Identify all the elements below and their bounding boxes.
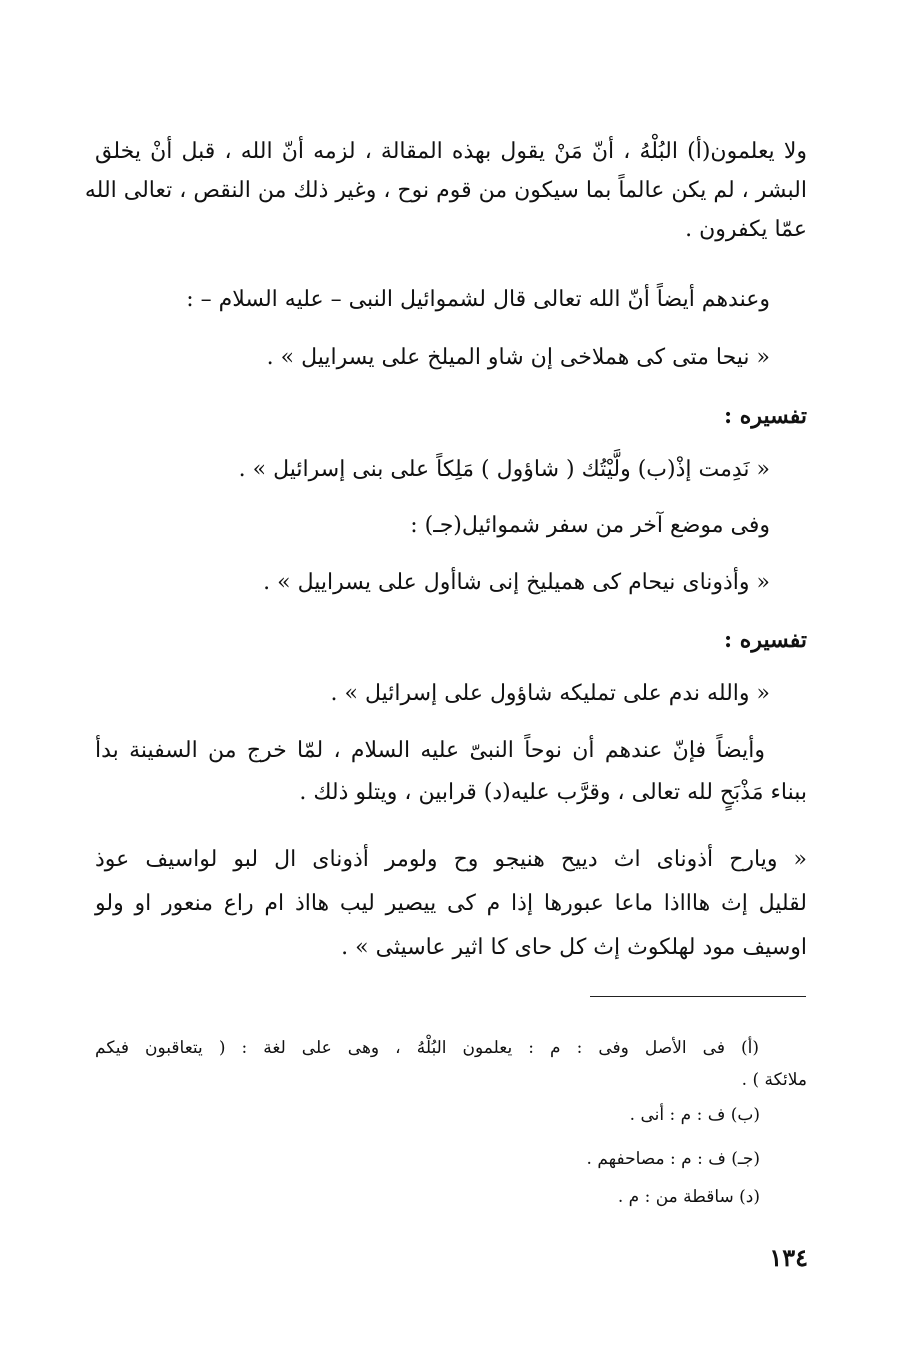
paragraph-3 [300, 508, 770, 544]
paragraph-line: وعندهم أيضاً أنّ الله تعالى قال لشموائيل النبى – عليه السلام – : [186, 287, 770, 312]
paragraph-line: البشر ، لم يكن عالماً بما سيكون من قوم نوح ، وغير ذلك من النقص ، تعالى الله [84, 178, 807, 203]
quote-2 [200, 452, 770, 488]
footnote-a [95, 1032, 807, 1096]
tafsir-heading-1: تفسيره : [724, 403, 807, 429]
paragraph-line: وفى موضع آخر من سفر شموائيل(جـ) : [410, 513, 770, 538]
paragraph-1 [84, 132, 807, 249]
footnote-line: (أ) فى الأصل وفى : م : يعلمون البُلْهُ ، وهى على لغة : ( يتعاقبون فيكم [95, 1038, 759, 1058]
footnote-c [400, 1144, 760, 1174]
quote-line: « نَدِمت إذْ(ب) ولَّيْتُك ( شاؤول ) مَلِكاً على بنى إسرائيل » . [238, 457, 770, 482]
paragraph-line: ولا يعلمون(أ) البُلْهُ ، أنّ مَنْ يقول بهذه المقالة ، لزمه أنّ الله ، قبل أنْ يخلق [95, 139, 807, 164]
quote-line: لقليل إث هاااذا ماعا عبورها إذا م كى ييصير ليب هااذ ام راع منعور او ولو [95, 891, 807, 916]
quote-line: اوسيف مود لهلكوث إث كل حاى كا اثير عاسيثى » . [341, 935, 807, 960]
paragraph-4 [95, 730, 807, 814]
quote-line: « ويارح أذوناى اث دييح هنيجو وح ولومر أذوناى ال لبو لواسيف عوذ [95, 847, 807, 872]
quote-line: « وأذوناى نيحام كى هميليخ إنى شاأول على يسراييل » . [263, 570, 770, 595]
paragraph-line: عمّا يكفرون . [685, 217, 807, 242]
quote-5 [95, 838, 807, 970]
quote-3 [200, 565, 770, 601]
quote-4 [300, 676, 770, 712]
paragraph-line: وأيضاً فإنّ عندهم أن نوحاً النبىّ عليه السلام ، لمّا خرج من السفينة بدأ [95, 738, 765, 763]
paragraph-2 [120, 282, 770, 318]
footnote-line: ملائكة ) . [741, 1070, 807, 1090]
footnote-b [400, 1100, 760, 1130]
footnote-divider [590, 996, 806, 997]
footnote-line: (ب) ف : م : أنى . [629, 1105, 760, 1125]
footnote-d [400, 1182, 760, 1212]
quote-1 [200, 340, 770, 376]
footnote-line: (جـ) ف : م : مصاحفهم . [586, 1149, 760, 1169]
quote-line: « نيحا متى كى هملاخى إن شاو الميلخ على يسراييل » . [266, 345, 770, 370]
page-number: ١٣٤ [769, 1243, 808, 1272]
quote-line: « والله ندم على تمليكه شاؤول على إسرائيل » . [330, 681, 770, 706]
tafsir-heading-2: تفسيره : [724, 627, 807, 653]
footnote-line: (د) ساقطة من : م . [617, 1187, 760, 1207]
paragraph-line: ببناء مَذْبَحٍ لله تعالى ، وقرَّب عليه(د) قرابين ، ويتلو ذلك . [299, 780, 807, 805]
